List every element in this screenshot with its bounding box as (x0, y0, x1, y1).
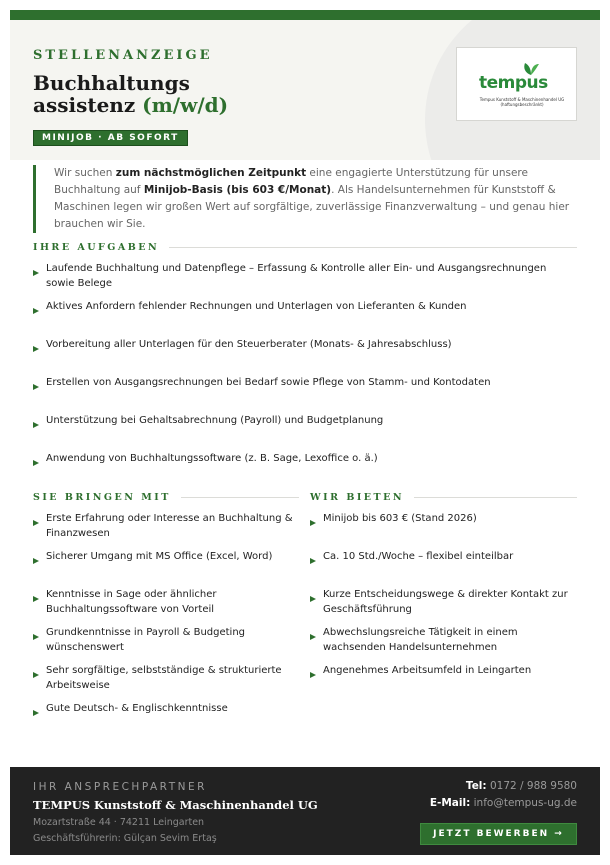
list-item (310, 550, 577, 588)
list-item-text: Erste Erfahrung oder Interesse an Buchhaltung & Finanzwesen (46, 513, 293, 539)
managing-director: Geschäftsführerin: Gülçan Sevim Ertaş (33, 833, 217, 844)
company-name: TEMPUS Kunststoff & Maschinenhandel UG (33, 798, 318, 812)
intro-highlight-minijob: Minijob-Basis (bis 603 €/Monat) (143, 184, 332, 196)
intro-highlight-start: zum nächstmöglichen Zeitpunkt (115, 167, 307, 179)
list-item (33, 588, 299, 626)
bullet-arrow-icon (33, 558, 39, 564)
list-item (33, 664, 299, 702)
bullet-arrow-icon (33, 710, 39, 716)
list-item (310, 664, 577, 702)
list-item-text: Vorbereitung aller Unterlagen für den Steuerberater (Monats- & Jahresabschluss) (46, 339, 452, 350)
job-title-line1: Buchhaltungs (33, 71, 190, 95)
bullet-arrow-icon (33, 460, 39, 466)
contact-label: IHR ANSPRECHPARTNER (33, 781, 207, 793)
bullet-arrow-icon (310, 596, 316, 602)
bullet-arrow-icon (310, 672, 316, 678)
intro-part1: Wir suchen (54, 167, 116, 179)
email-line (430, 797, 577, 809)
list-item-text: Anwendung von Buchhaltungssoftware (z. B. Sage, Lexoffice o. ä.) (46, 453, 378, 464)
intro-part2: eine engagierte Unterstützung für unsere Buchhaltung auf (54, 167, 528, 196)
divider (169, 247, 577, 248)
apply-now-button[interactable]: JETZT BEWERBEN → (420, 823, 577, 845)
logo-wordmark: tempus (479, 73, 548, 93)
list-item-text: Abwechslungsreiche Tätigkeit in einem wachsenden Handelsunternehmen (323, 627, 518, 653)
list-item-text: Unterstützung bei Gehaltsabrechnung (Payroll) und Budgetplanung (46, 415, 384, 426)
divider (181, 497, 299, 498)
list-item (33, 452, 573, 490)
eyebrow-label: STELLENANZEIGE (33, 48, 213, 63)
offers-list (310, 512, 577, 702)
bullet-arrow-icon (33, 308, 39, 314)
list-item-text: Kenntnisse in Sage oder ähnlicher Buchhaltungssoftware von Vorteil (46, 589, 217, 615)
logo-subline: Tempus Kunststoff & Maschinenhandel UG (haftungsbeschränkt) (479, 97, 565, 107)
list-item-text: Erstellen von Ausgangsrechnungen bei Bedarf sowie Pflege von Stamm- und Kontodaten (46, 377, 491, 388)
list-item-text: Aktives Anfordern fehlender Rechnungen und Unterlagen von Lieferanten & Kunden (46, 301, 467, 312)
bullet-arrow-icon (310, 634, 316, 640)
intro-text (33, 165, 570, 233)
list-item (33, 414, 573, 452)
company-logo (456, 47, 577, 121)
bullet-arrow-icon (33, 520, 39, 526)
job-title-main: assistenz (33, 93, 136, 117)
bullet-arrow-icon (310, 520, 316, 526)
list-item (33, 702, 299, 740)
requirements-list (33, 512, 299, 740)
list-item-text: Minijob bis 603 € (Stand 2026) (323, 513, 477, 524)
job-title (33, 72, 228, 116)
email-label: E-Mail: (429, 797, 471, 809)
list-item-text: Ca. 10 Std./Woche – flexibel einteilbar (323, 551, 514, 562)
list-item (33, 338, 573, 376)
phone-line (466, 780, 577, 792)
top-accent-bar (10, 10, 600, 20)
section-heading-tasks (33, 242, 577, 253)
company-address: Mozartstraße 44 · 74211 Leingarten (33, 817, 205, 828)
bullet-arrow-icon (33, 596, 39, 602)
list-item-text: Sehr sorgfältige, selbstständige & strukturierte Arbeitsweise (46, 665, 282, 691)
phone-label: Tel: (465, 780, 487, 792)
bullet-arrow-icon (33, 270, 39, 276)
phone-number[interactable]: 0172 / 988 9580 (489, 780, 577, 792)
list-item-text: Angenehmes Arbeitsumfeld in Leingarten (323, 665, 532, 676)
list-item-text: Laufende Buchhaltung und Datenpflege – Erfassung & Kontrolle aller Ein- und Ausgangsrechnungen sowie Belege (46, 263, 547, 289)
bullet-arrow-icon (33, 672, 39, 678)
divider (414, 497, 577, 498)
bullet-arrow-icon (33, 384, 39, 390)
section-title-requirements: SIE BRINGEN MIT (33, 492, 171, 503)
list-item (310, 512, 577, 550)
intro-part3: . Als Handelsunternehmen für Kunststoff & Maschinen legen wir großen Wert auf sorgfältige, zuverlässige Finanzverwaltung – und genau hier brauchen wir Sie. (54, 184, 570, 230)
list-item-text: Gute Deutsch- & Englischkenntnisse (46, 703, 228, 714)
list-item-text: Kurze Entscheidungswege & direkter Kontakt zur Geschäftsführung (323, 589, 568, 615)
list-item (33, 376, 573, 414)
bullet-arrow-icon (33, 422, 39, 428)
list-item (310, 588, 577, 626)
section-title-offers: WIR BIETEN (310, 492, 405, 503)
section-heading-requirements (33, 492, 299, 503)
section-title-tasks: IHRE AUFGABEN (33, 242, 160, 253)
section-heading-offers (310, 492, 577, 503)
bullet-arrow-icon (310, 558, 316, 564)
job-title-gender: (m/w/d) (142, 93, 229, 117)
list-item (33, 550, 299, 588)
list-item (33, 300, 573, 338)
list-item-text: Grundkenntnisse in Payroll & Budgeting wünschenswert (46, 627, 246, 653)
job-posting (10, 10, 600, 855)
bullet-arrow-icon (33, 346, 39, 352)
header (10, 20, 600, 160)
email-link[interactable]: info@tempus-ug.de (473, 797, 577, 809)
list-item (33, 512, 299, 550)
job-type-badge: MINIJOB · AB SOFORT (33, 130, 188, 146)
bullet-arrow-icon (33, 634, 39, 640)
tasks-list (33, 262, 573, 490)
list-item (33, 262, 573, 300)
list-item (310, 626, 577, 664)
job-title-line2 (33, 94, 228, 116)
list-item (33, 626, 299, 664)
contact-footer (10, 767, 600, 855)
list-item-text: Sicherer Umgang mit MS Office (Excel, Word) (46, 551, 273, 562)
